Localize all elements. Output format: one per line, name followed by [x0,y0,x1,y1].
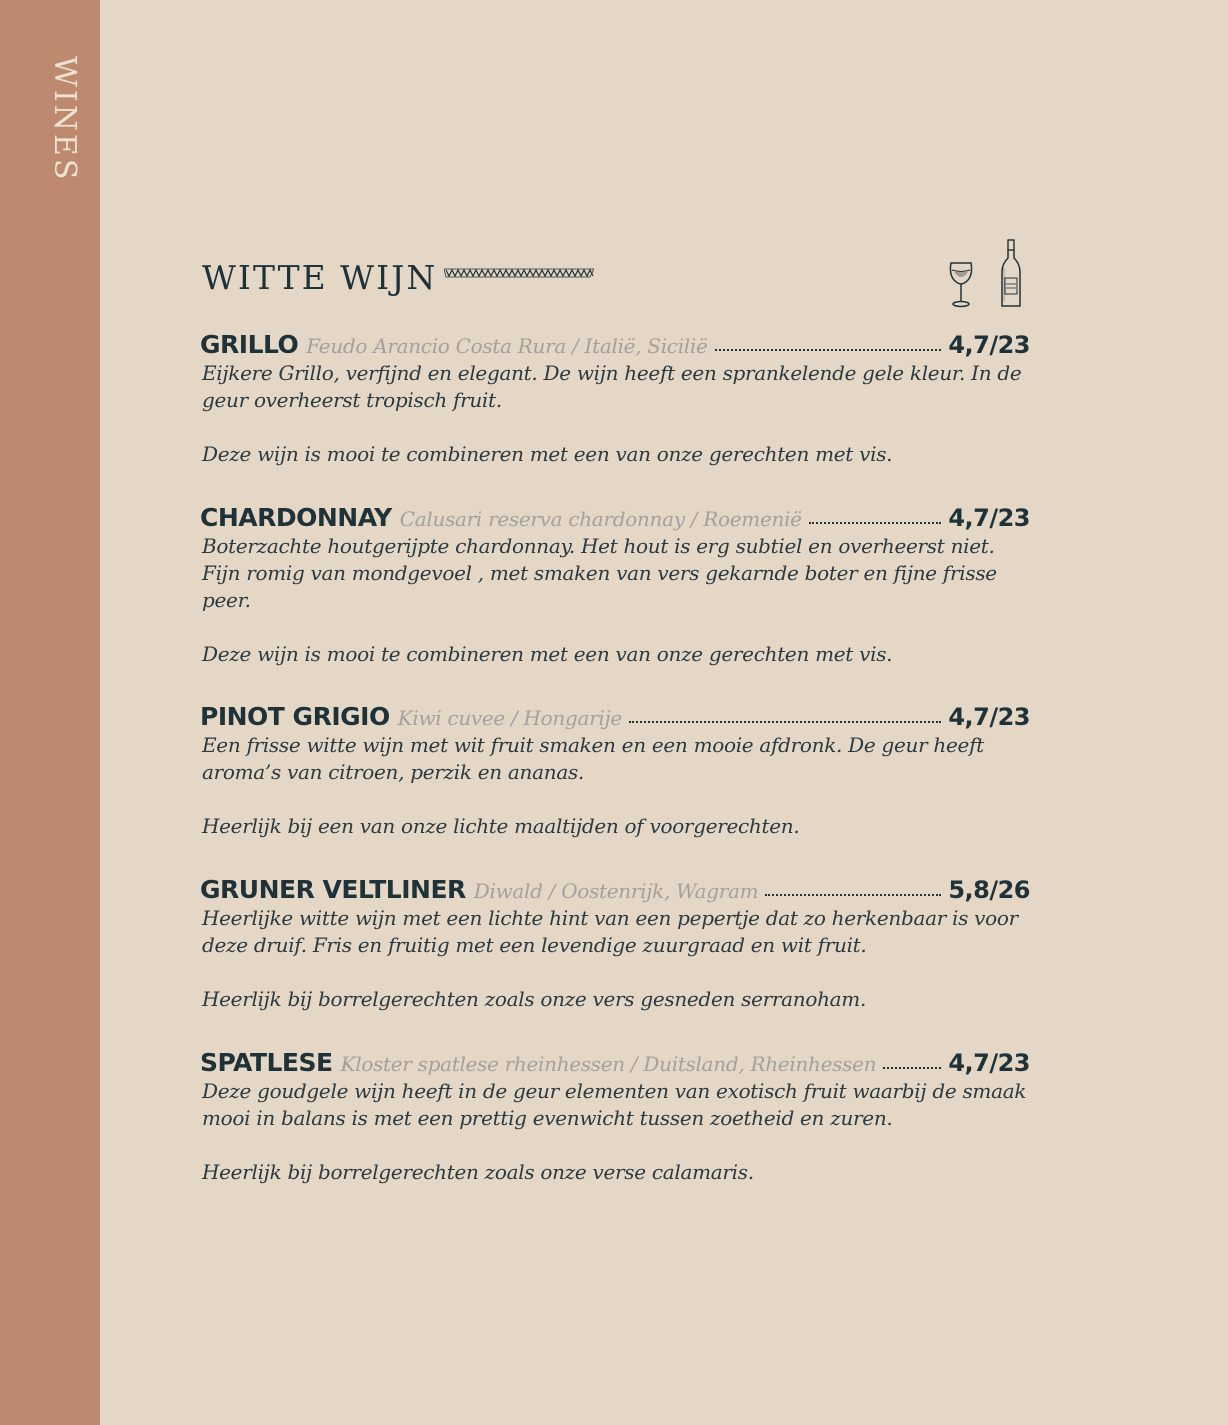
wine-heading [200,330,1030,360]
wine-name: CHARDONNAY [200,503,392,532]
wine-description: Een frisse witte wijn met wit fruit smaken en een mooie afdronk. De geur heeft aroma’s van citroen, perzik en ananas. [202,733,984,784]
wine-item-pinot-grigio [200,702,1030,840]
dot-leader [809,522,942,524]
wine-description: Deze goudgele wijn heeft in de geur elementen van exotisch fruit waarbij de smaak mooi in balans is met een prettig evenwicht tussen zoetheid en zuren. [202,1079,1027,1130]
wine-heading [200,503,1030,533]
wine-item-grillo [200,330,1030,468]
zigzag-ornament-icon [444,266,594,278]
wine-origin: Feudo Arancio Costa Rura / Italië, Sicilië [306,334,708,358]
wine-item-spatlese [200,1048,1030,1186]
wine-origin: Diwald / Oostenrijk, Wagram [473,879,759,903]
wine-origin: Kloster spatlese rheinhessen / Duitsland, Rheinhessen [340,1052,877,1076]
wine-pairing: Deze wijn is mooi te combineren met een van onze gerechten met vis. [202,442,893,466]
wine-name: GRUNER VELTLINER [200,875,466,904]
wine-pairing: Heerlijk bij een van onze lichte maaltijden of voorgerechten. [202,814,800,838]
wine-pairing: Heerlijk bij borrelgerechten zoals onze vers gesneden serranoham. [202,987,867,1011]
dot-leader [765,894,941,896]
dot-leader [715,349,942,351]
wine-price: 4,7/23 [948,1049,1030,1077]
wine-description: Heerlijke witte wijn met een lichte hint van een pepertje dat zo herkenbaar is voor deze druif. Fris en fruitig met een levendige zuurgraad en wit fruit. [202,906,1018,957]
dot-leader [883,1067,941,1069]
wine-item-chardonnay [200,503,1030,668]
wine-origin: Calusari reserva chardonnay / Roemenië [399,507,802,531]
wine-name: GRILLO [200,330,299,359]
section-header [202,258,1032,318]
section-title: WITTE WIJN [202,258,438,297]
wine-price: 4,7/23 [948,331,1030,359]
wine-item-gruner-veltliner [200,875,1030,1013]
wine-pairing: Deze wijn is mooi te combineren met een van onze gerechten met vis. [202,642,893,666]
wine-name: SPATLESE [200,1048,333,1077]
wine-name: PINOT GRIGIO [200,702,390,731]
dot-leader [629,721,941,723]
wine-price: 4,7/23 [948,703,1030,731]
wine-heading [200,1048,1030,1078]
wine-description: Boterzachte houtgerijpte chardonnay. Het hout is erg subtiel en overheerst niet. Fijn romig van mondgevoel , met smaken van vers gekarnde boter en fijne frisse peer. [202,534,997,612]
wine-description: Eijkere Grillo, verfijnd en elegant. De wijn heeft een sprankelende gele kleur. In de geur overheerst tropisch fruit. [202,361,1022,412]
wine-glass-icon [948,260,974,308]
wine-price: 4,7/23 [948,504,1030,532]
wine-heading [200,875,1030,905]
sidebar [0,0,100,1425]
wine-origin: Kiwi cuvee / Hongarije [397,706,622,730]
wine-bottle-icon [998,238,1024,310]
wine-pairing: Heerlijk bij borrelgerechten zoals onze verse calamaris. [202,1160,754,1184]
wine-price: 5,8/26 [948,876,1030,904]
wine-heading [200,702,1030,732]
sidebar-label: WINES [47,56,82,183]
